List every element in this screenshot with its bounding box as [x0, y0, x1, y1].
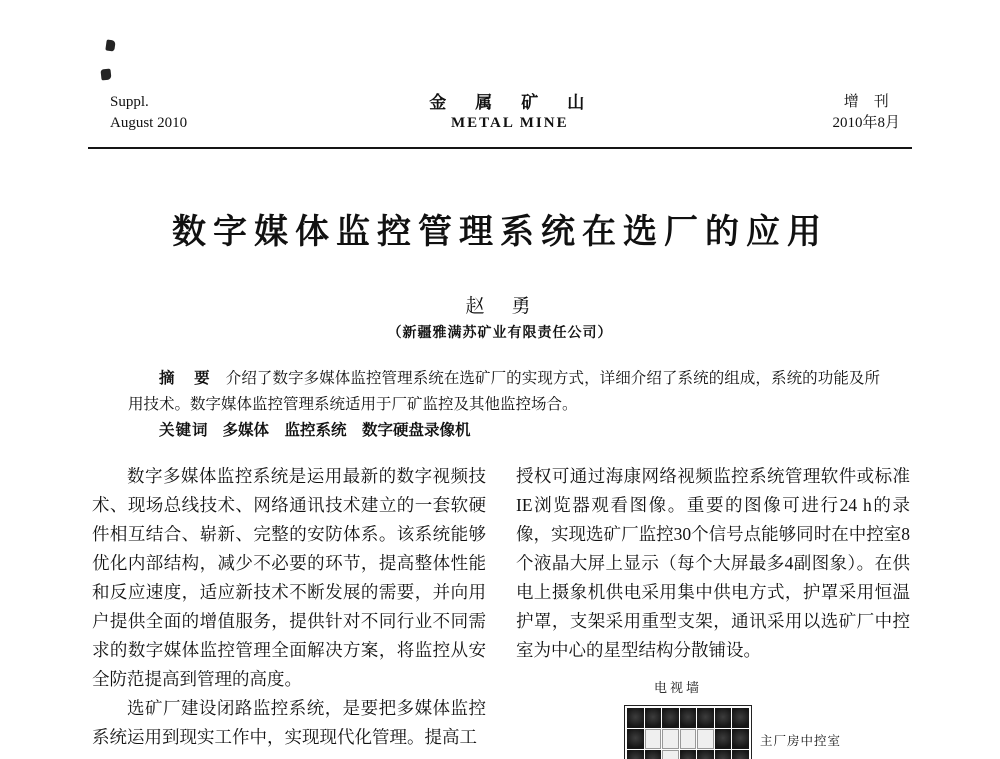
tv-wall-cell [680, 729, 697, 749]
tv-wall-cell [627, 729, 644, 749]
scan-artifact [100, 69, 111, 81]
tv-wall-cell [715, 729, 732, 749]
tv-wall-cell [662, 750, 679, 759]
tv-wall-figure [624, 673, 884, 759]
tv-wall-cell [680, 750, 697, 759]
body-columns [92, 462, 910, 759]
tv-wall-cell [662, 708, 679, 728]
tv-wall-cell [715, 750, 732, 759]
abstract-paragraph [128, 366, 880, 418]
paper-title: 数字媒体监控管理系统在选厂的应用 [172, 214, 828, 251]
issue-date-cn: 2010年8月 [832, 115, 900, 131]
tv-wall-cell [697, 729, 714, 749]
tv-wall-cell [627, 750, 644, 759]
issue-info [110, 92, 187, 134]
keywords-text: 多媒体 监控系统 数字硬盘录像机 [222, 422, 471, 439]
body-paragraph: 数字多媒体监控系统是运用最新的数字视频技术、现场总线技术、网络通讯技术建立的一套软硬件相互结合、崭新、完整的安防体系。该系统能够优化内部结构，减少不必要的环节，提高整体性能和反应速度，适应新技术不断发展的需要，并向用户提供全面的增值服务，提供针对不同行业不同需求的数字媒体监控管理全面解决方案，将监控从安全防范提高到管理的高度。 [92, 466, 486, 689]
tv-wall-cell [732, 708, 749, 728]
keywords-line [128, 418, 880, 444]
journal-name-cn: 金 属 矿 山 [429, 93, 591, 112]
journal-header [110, 92, 900, 134]
journal-name [429, 92, 590, 134]
supplement-cn: 增 刊 [843, 94, 889, 110]
left-column [92, 462, 486, 759]
figure-row [624, 705, 884, 759]
tv-wall-cell [680, 708, 697, 728]
body-paragraph: 选矿厂建设闭路监控系统，是要把多媒体监控系统运用到现实工作中，实现现代化管理。提高工 [92, 698, 486, 747]
issue-info-cn [832, 92, 900, 134]
tv-wall-cell [715, 708, 732, 728]
tv-wall-cell [697, 750, 714, 759]
tv-wall-cell [697, 708, 714, 728]
figure-top-label: 电视墙 [654, 680, 703, 695]
keywords-label: 关键词 [159, 422, 209, 439]
scan-artifact [105, 39, 115, 51]
author-affiliation: （新疆雅满苏矿业有限责任公司） [387, 326, 613, 341]
tv-wall-image [624, 705, 752, 759]
tv-wall-cell [645, 750, 662, 759]
abstract-text: 介绍了数字多媒体监控管理系统在选矿厂的实现方式，详细介绍了系统的组成，系统的功能及所用技术。数字媒体监控管理系统适用于厂矿监控及其他监控场合。 [128, 370, 880, 413]
header-rule [88, 147, 912, 149]
tv-wall-cell [645, 708, 662, 728]
tv-wall-cell [732, 729, 749, 749]
tv-wall-cell [662, 729, 679, 749]
right-column [516, 462, 910, 759]
tv-wall-cell [732, 750, 749, 759]
tv-wall-cell [627, 708, 644, 728]
issue-date-en: August 2010 [110, 115, 188, 131]
abstract-block [128, 366, 880, 444]
figure-side-label: 主厂房中控室 [760, 734, 842, 748]
body-paragraph: 授权可通过海康网络视频监控系统管理软件或标准IE浏览器观看图像。重要的图像可进行24 h的录像，实现选矿厂监控30个信号点能够同时在中控室8个液晶大屏上显示（每个大屏最多4副图象）。在供电上摄象机供电采用集中供电方式，护罩采用恒温护罩，支架采用重型支架，通讯采用以选矿厂中控室为中心的星型结构分散铺设。 [516, 466, 910, 660]
tv-wall-cell [645, 729, 662, 749]
author-name: 赵 勇 [465, 296, 535, 317]
issue-supplement: Suppl. [110, 94, 149, 110]
abstract-label: 摘 要 [159, 370, 212, 387]
journal-name-en: METAL MINE [450, 115, 569, 131]
